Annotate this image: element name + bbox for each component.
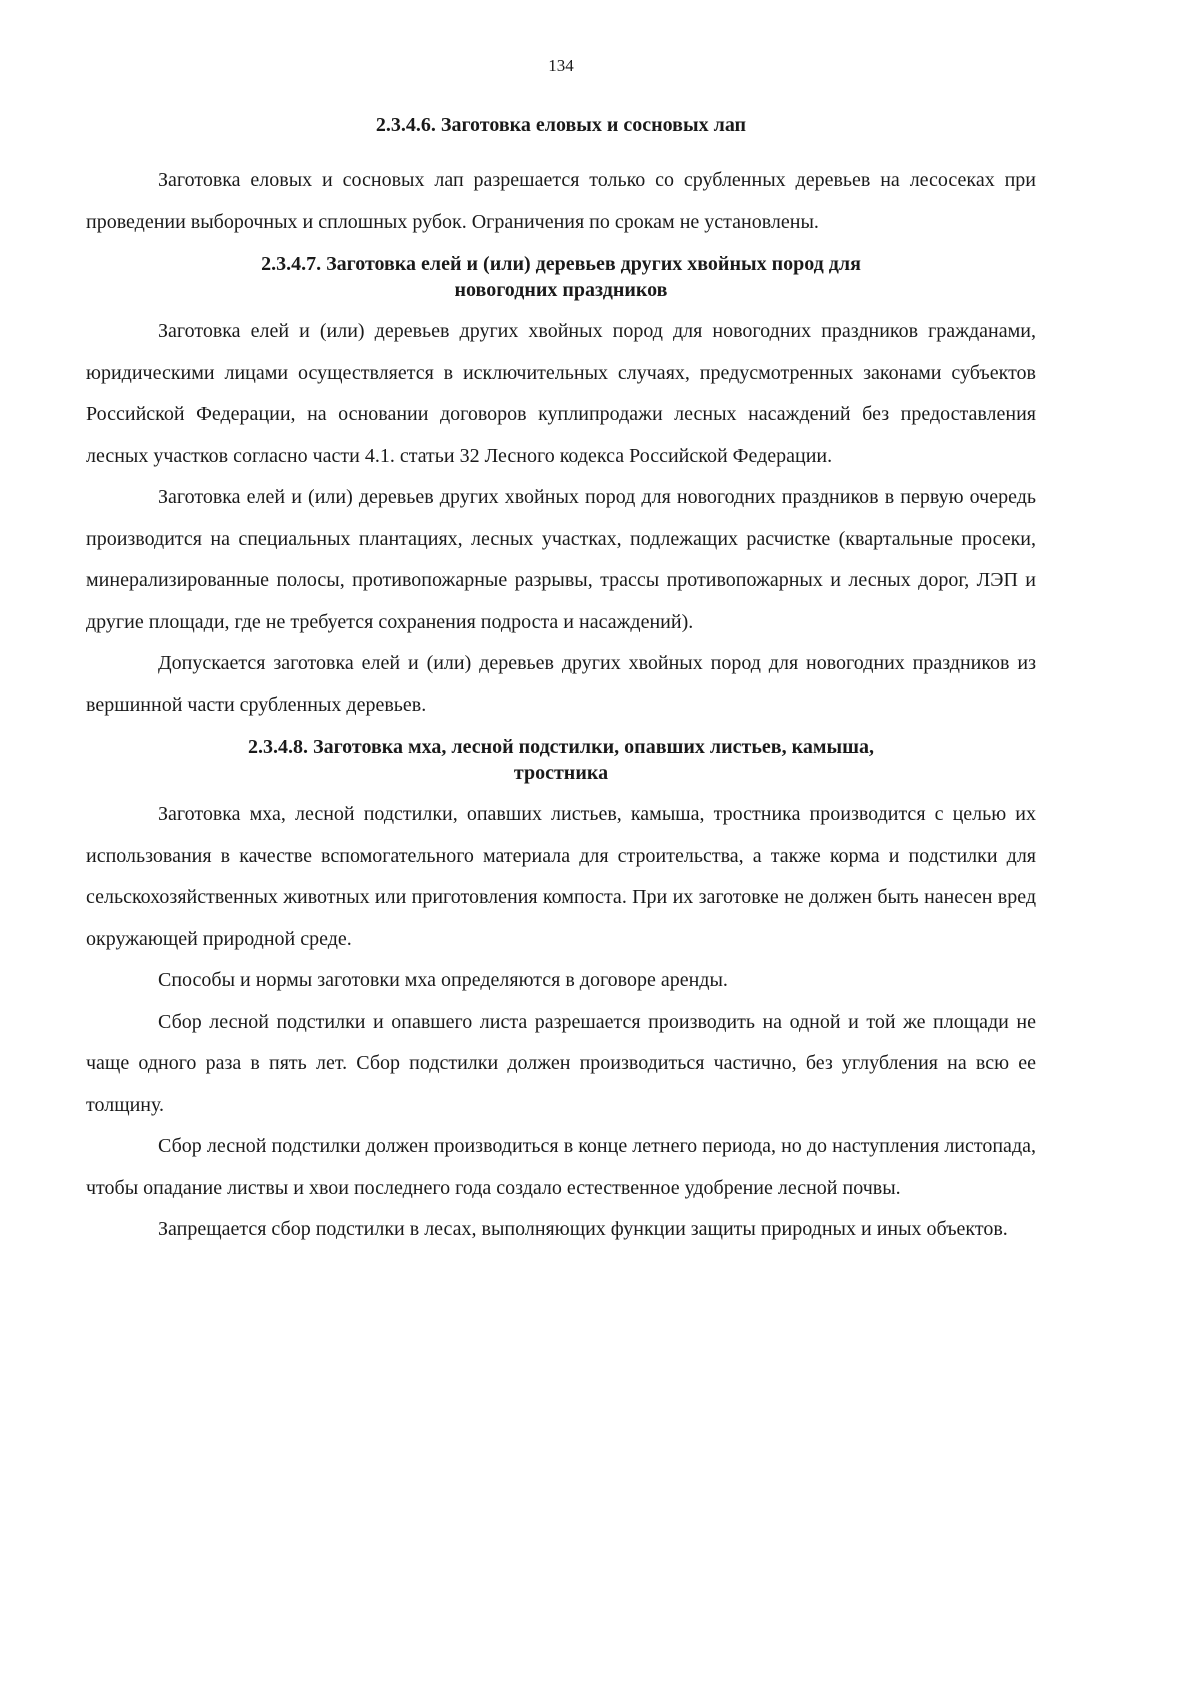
heading-line: 2.3.4.7. Заготовка елей и (или) деревьев других хвойных пород для: [261, 253, 861, 275]
section-2-3-4-7: [86, 243, 1036, 726]
paragraph: Заготовка елей и (или) деревьев других хвойных пород для новогодних праздников в первую очередь производится на специальных плантациях, лесных участках, подлежащих расчистке (квартальные просеки, минерализированные полосы, противопожарные разрывы, трассы противопожарных и лесных дорог, ЛЭП и другие площади, где не требуется сохранения подроста и насаждений).: [86, 486, 1036, 633]
paragraph: Заготовка елей и (или) деревьев других хвойных пород для новогодних праздников гражданами, юридическими лицами осуществляется в исключительных случаях, предусмотренных законами субъектов Российской Федерации, на основании договоров куплипродажи лесных насаждений без предоставления лесных участков согласно части 4.1. статьи 32 Лесного кодекса Российской Федерации.: [86, 320, 1036, 467]
document-body: [86, 112, 1036, 1251]
page-number: 134: [548, 56, 574, 75]
heading-line: 2.3.4.6. Заготовка еловых и сосновых лап: [375, 114, 747, 136]
paragraph: Заготовка мха, лесной подстилки, опавших листьев, камыша, тростника производится с целью их использования в качестве вспомогательного материала для строительства, а также корма и подстилки для сельскохозяйственных животных или приготовления компоста. При их заготовке не должен быть нанесен вред окружающей природной среде.: [86, 803, 1036, 950]
heading-line: 2.3.4.8. Заготовка мха, лесной подстилки, опавших листьев, камыша,: [248, 736, 874, 758]
section-2-3-4-6: [86, 112, 1036, 243]
paragraph: Сбор лесной подстилки должен производиться в конце летнего периода, но до наступления листопада, чтобы опадание листвы и хвои последнего года создало естественное удобрение лесной почвы.: [86, 1135, 1036, 1199]
heading-line: новогодних праздников: [454, 279, 668, 301]
section-heading: [86, 112, 1036, 160]
paragraph: Сбор лесной подстилки и опавшего листа разрешается производить на одной и той же площади не чаще одного раза в пять лет. Сбор подстилки должен производиться частично, без углубления на всю ее толщину.: [86, 1010, 1036, 1116]
section-2-3-4-8: [86, 726, 1036, 1251]
paragraph: Способы и нормы заготовки мха определяются в договоре аренды.: [158, 969, 728, 991]
section-heading: [86, 726, 1036, 794]
paragraph: Заготовка еловых и сосновых лап разрешается только со срубленных деревьев на лесосеках при проведении выборочных и сплошных рубок. Ограничения по срокам не установлены.: [86, 169, 1036, 233]
heading-line: тростника: [513, 762, 609, 784]
section-heading: [86, 243, 1036, 311]
paragraph: Запрещается сбор подстилки в лесах, выполняющих функции защиты природных и иных объектов.: [158, 1218, 1008, 1240]
paragraph: Допускается заготовка елей и (или) деревьев других хвойных пород для новогодних праздников из вершинной части срубленных деревьев.: [86, 652, 1036, 716]
